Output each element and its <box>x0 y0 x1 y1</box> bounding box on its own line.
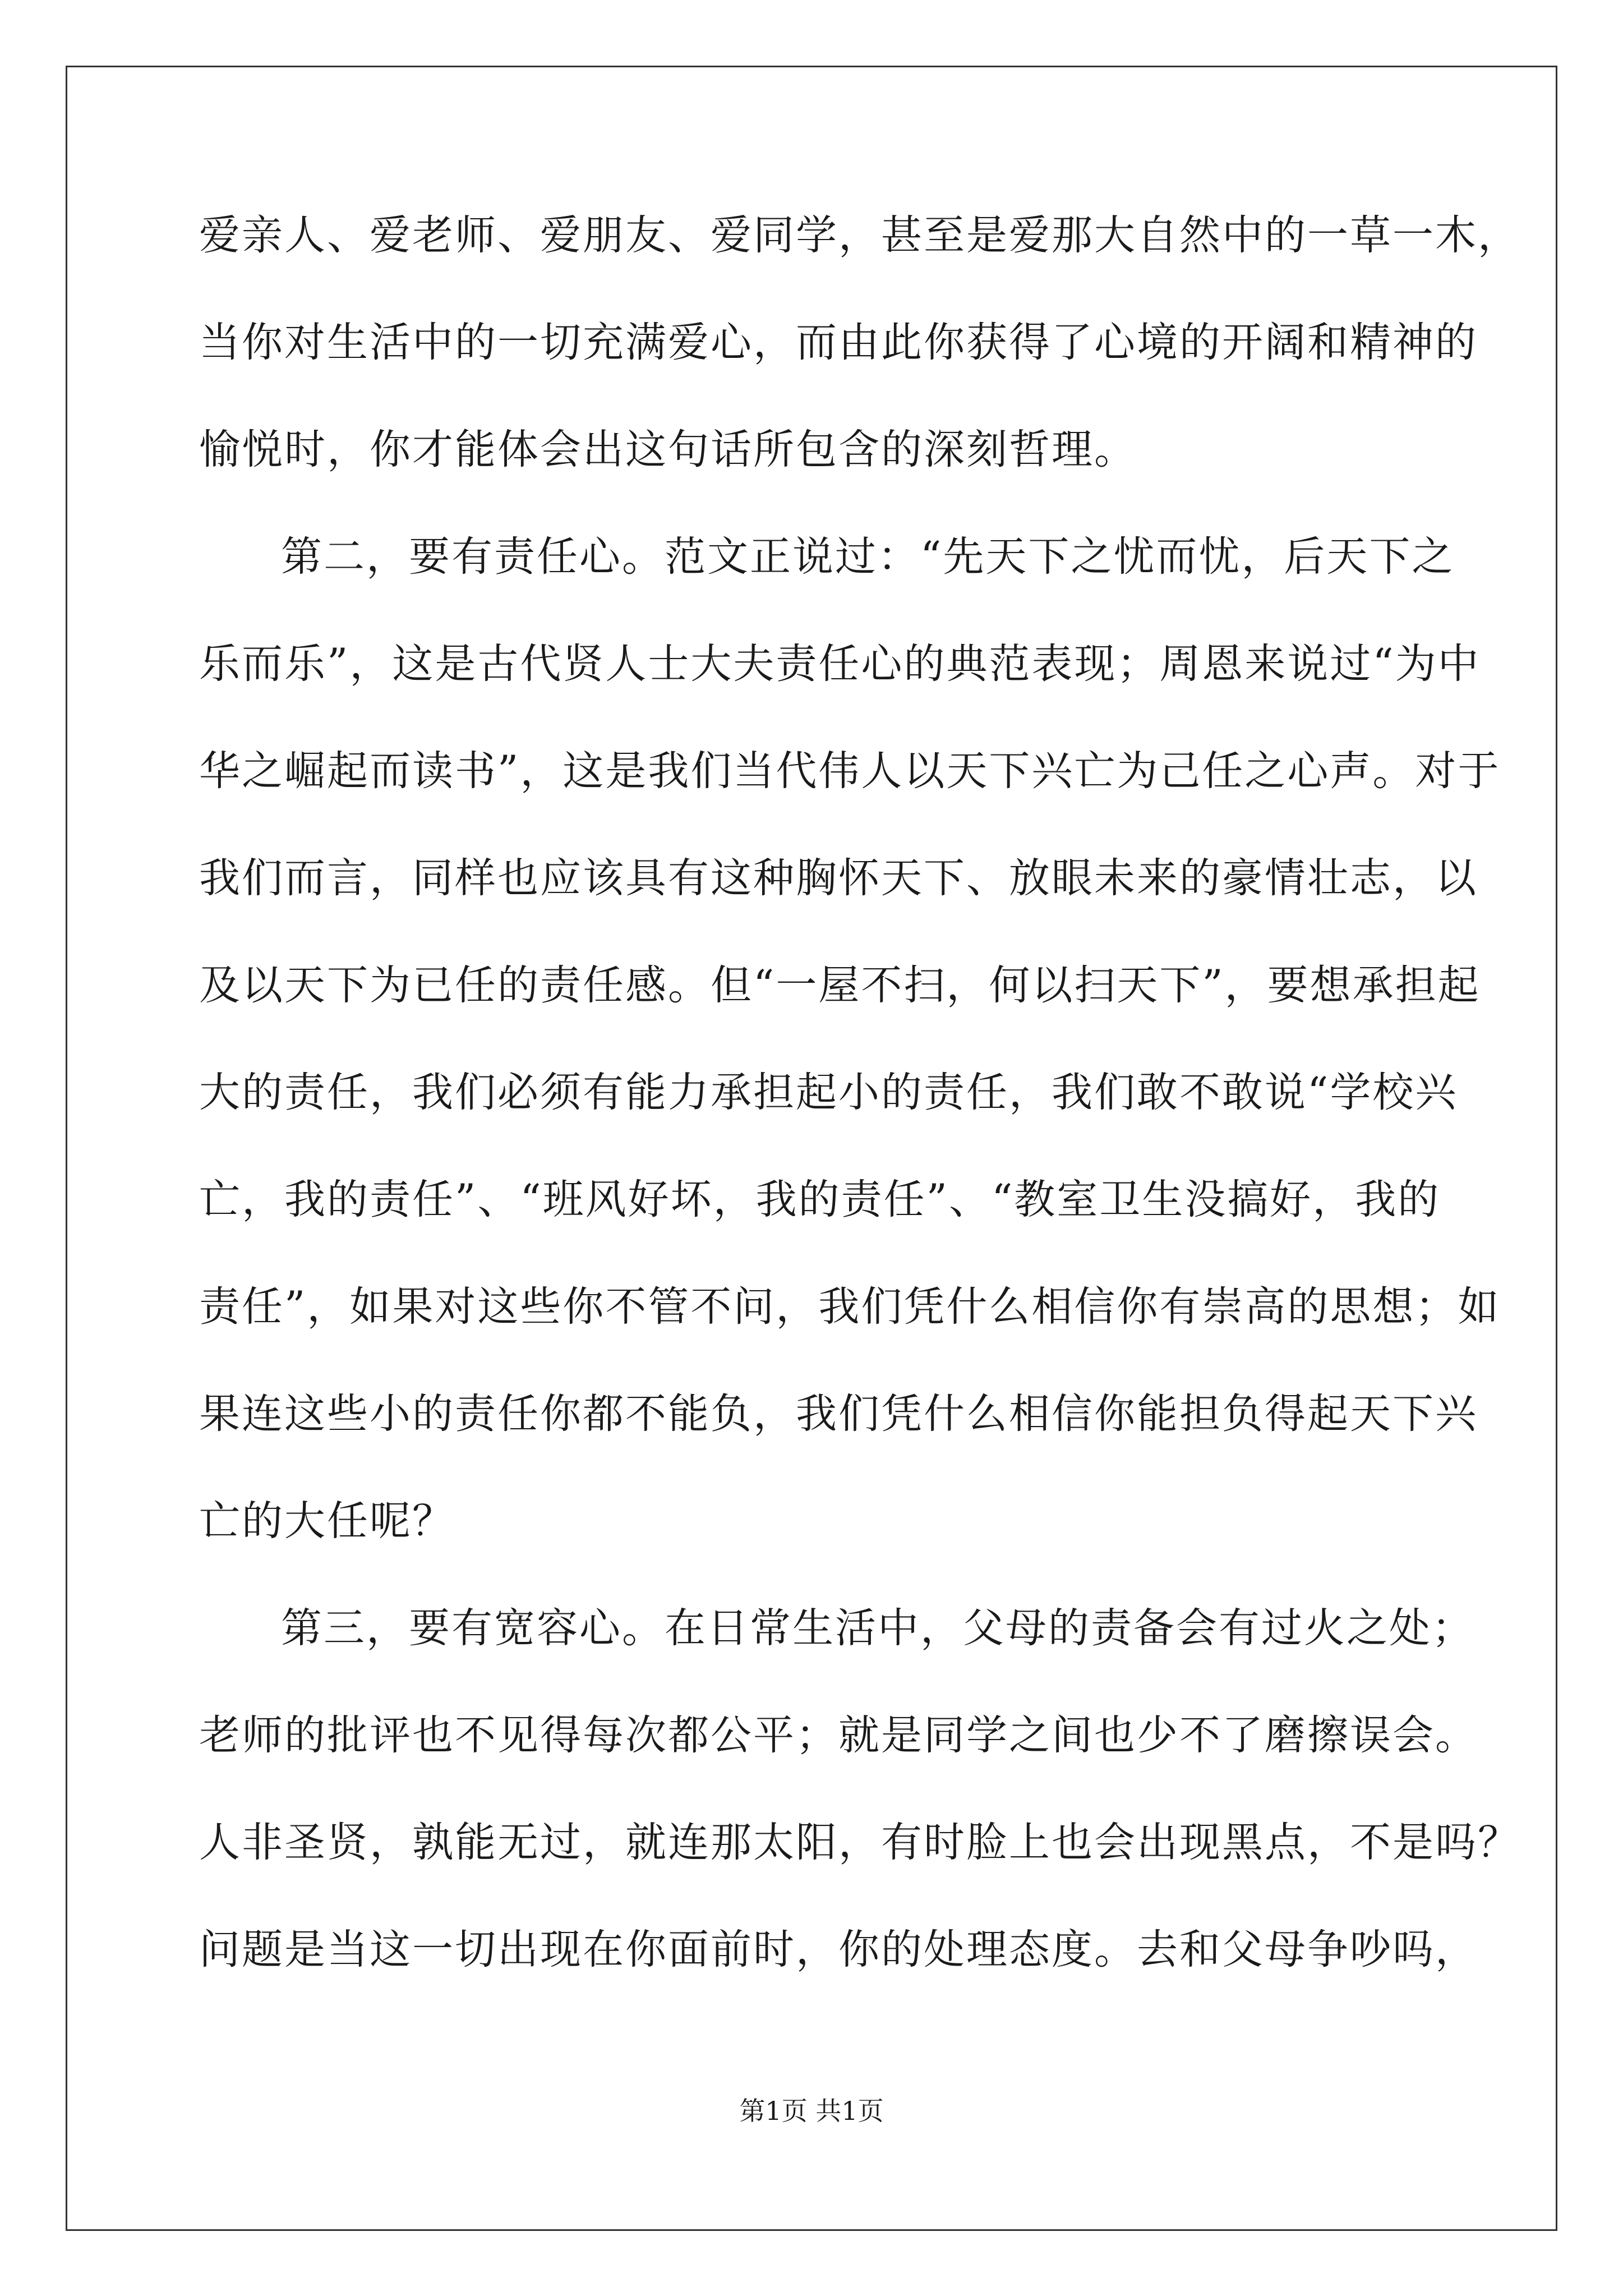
text-line: 华之崛起而读书”，这是我们当代伟人以天下兴亡为己任之心声。对于 <box>199 747 1501 795</box>
text-line: 老师的批评也不见得每次都公平；就是同学之间也少不了磨擦误会。 <box>199 1711 1478 1759</box>
text-line: 当你对生活中的一切充满爱心，而由此你获得了心境的开阔和精神的 <box>199 319 1478 366</box>
text-line: 我们而言，同样也应该具有这种胸怀天下、放眼未来的豪情壮志，以 <box>199 854 1478 902</box>
text-line: 问题是当这一切出现在你面前时，你的处理态度。去和父母争吵吗， <box>199 1926 1478 1973</box>
document-body <box>199 202 1520 2023</box>
text-line: 亡，我的责任”、“班风好坏，我的责任”、“教室卫生没搞好，我的 <box>199 1176 1441 1223</box>
text-line: 及以天下为已任的责任感。但“一屋不扫，何以扫天下”，要想承担起 <box>199 961 1481 1009</box>
text-line: 乐而乐”，这是古代贤人士大夫责任心的典范表现；周恩来说过“为中 <box>199 640 1481 688</box>
text-line: 责任”，如果对这些你不管不问，我们凭什么相信你有崇高的思想；如 <box>199 1283 1501 1331</box>
text-line: 果连这些小的责任你都不能负，我们凭什么相信你能担负得起天下兴 <box>199 1390 1478 1438</box>
text-line: 爱亲人、爱老师、爱朋友、爱同学，甚至是爱那大自然中的一草一木， <box>199 211 1520 259</box>
text-line: 亡的大任呢？ <box>199 1497 455 1545</box>
paragraph-start-line: 第三，要有宽容心。在日常生活中，父母的责备会有过火之处； <box>281 1604 1474 1652</box>
page-number: 第1页 共1页 <box>739 2096 884 2126</box>
paragraph-start-line: 第二，要有责任心。范文正说过：“先天下之忧而忧，后天下之 <box>281 533 1455 581</box>
text-line: 人非圣贤，孰能无过，就连那太阳，有时脸上也会出现黑点，不是吗？ <box>199 1819 1520 1866</box>
text-line: 大的责任，我们必须有能力承担起小的责任，我们敢不敢说“学校兴 <box>199 1069 1458 1116</box>
text-line: 愉悦时，你才能体会出这句话所包含的深刻哲理。 <box>199 426 1137 473</box>
